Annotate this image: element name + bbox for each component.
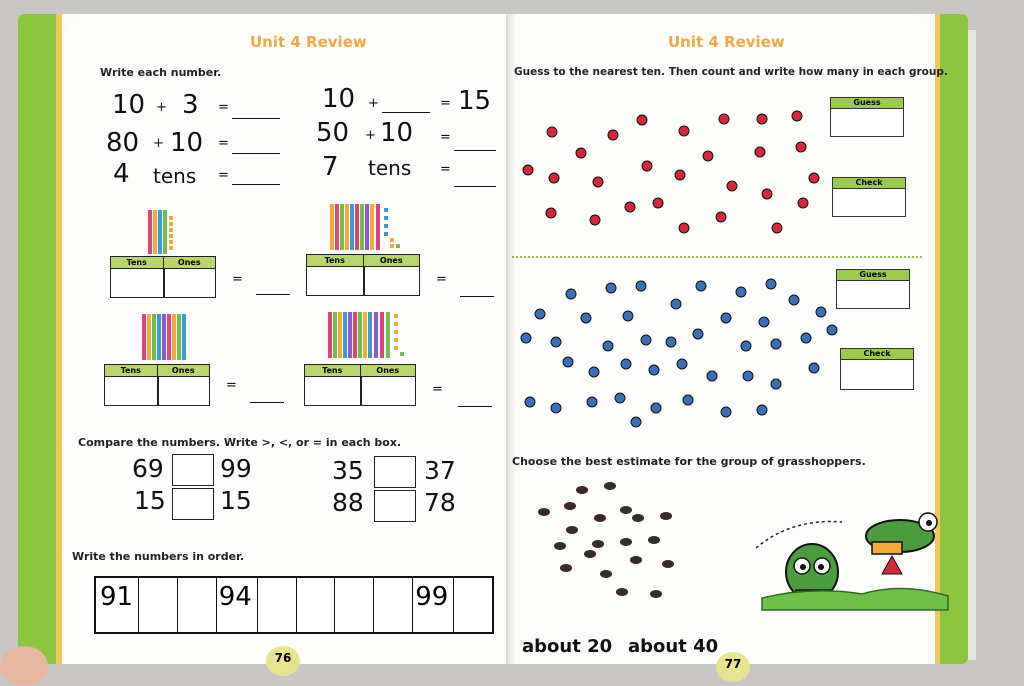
plus-sign: + [156, 100, 167, 115]
check-label: Check [833, 178, 905, 189]
equals-sign: = [440, 130, 451, 145]
check-label: Check [841, 349, 913, 360]
answer-blank[interactable] [256, 294, 290, 295]
tens-header: Tens [105, 365, 158, 376]
order-cell[interactable] [335, 578, 374, 632]
equals-sign: = [440, 162, 451, 177]
tens-header: Tens [111, 257, 164, 268]
answer-blank[interactable] [454, 150, 496, 151]
order-number-strip [94, 576, 494, 634]
tens-header: Tens [307, 255, 364, 266]
guess-label: Guess [837, 270, 909, 281]
expr-b: 10 [380, 118, 414, 148]
order-cell[interactable]: 99 [413, 578, 454, 632]
order-cell[interactable] [178, 578, 217, 632]
equals-sign: = [218, 136, 229, 151]
left-page-green-border [18, 14, 58, 664]
ladybug-group [512, 100, 828, 245]
compare-box[interactable] [374, 456, 416, 488]
section-divider [512, 256, 922, 258]
compare-right-number: 37 [424, 456, 456, 485]
compare-box[interactable] [374, 490, 416, 522]
expr-b: 10 [170, 128, 204, 158]
equals-sign: = [432, 382, 443, 397]
answer-blank[interactable] [232, 118, 280, 119]
guess-label: Guess [831, 98, 903, 109]
right-header-title: Unit 4 Review [668, 33, 785, 51]
compare-right-number: 15 [220, 486, 252, 515]
equals-sign: = [232, 272, 243, 287]
write-each-number-instruction: Write each number. [100, 66, 222, 79]
compare-right-number: 99 [220, 454, 252, 483]
left-page [18, 14, 506, 664]
grasshopper-instruction: Choose the best estimate for the group of grasshoppers. [512, 455, 866, 468]
compare-left-number: 88 [332, 488, 364, 517]
order-cell[interactable] [297, 578, 336, 632]
grasshopper-group [530, 478, 680, 604]
plus-sign: + [368, 96, 379, 111]
place-value-table-2[interactable] [306, 254, 420, 296]
left-page-number: 76 [266, 646, 300, 676]
equals-sign: = [440, 96, 451, 111]
order-cell[interactable] [454, 578, 492, 632]
base-ten-blocks-4 [326, 308, 414, 362]
check-box[interactable] [832, 177, 906, 217]
check-box[interactable] [840, 348, 914, 390]
order-cell[interactable] [139, 578, 178, 632]
tens-word: tens [368, 156, 412, 180]
guess-box[interactable] [830, 97, 904, 137]
place-value-table-3[interactable] [104, 364, 210, 406]
compare-instruction: Compare the numbers. Write >, <, or = in each box. [78, 436, 402, 449]
right-page-number: 77 [716, 652, 750, 682]
base-ten-blocks-2 [328, 202, 414, 252]
estimate-option-about-20[interactable]: about 20 [522, 636, 613, 657]
equals-sign: = [218, 168, 229, 183]
result-value: 15 [458, 86, 492, 116]
order-cell[interactable] [374, 578, 413, 632]
expr-a: 7 [322, 152, 339, 182]
tens-word: tens [153, 164, 197, 188]
estimate-option-about-40[interactable]: about 40 [628, 636, 719, 657]
left-header-title: Unit 4 Review [250, 33, 367, 51]
tens-header: Tens [305, 365, 361, 376]
ones-header: Ones [177, 258, 201, 267]
answer-blank[interactable] [382, 112, 430, 113]
order-cell[interactable]: 91 [96, 578, 139, 632]
place-value-table-1[interactable] [110, 256, 216, 298]
ones-header: Ones [376, 366, 400, 375]
thumb [0, 646, 48, 686]
equals-sign: = [226, 378, 237, 393]
compare-left-number: 69 [132, 454, 164, 483]
compare-right-number: 78 [424, 488, 456, 517]
compare-box[interactable] [172, 454, 214, 486]
answer-blank[interactable] [458, 406, 492, 407]
answer-blank[interactable] [232, 184, 280, 185]
answer-blank[interactable] [460, 296, 494, 297]
equals-sign: = [218, 100, 229, 115]
plus-sign: + [365, 128, 376, 143]
compare-left-number: 35 [332, 456, 364, 485]
expr-a: 10 [112, 90, 146, 120]
expr-a: 4 [113, 159, 130, 189]
base-ten-blocks-1 [146, 206, 186, 256]
plus-sign: + [153, 136, 164, 151]
guess-box[interactable] [836, 269, 910, 309]
base-ten-blocks-3 [140, 312, 190, 362]
expr-a: 50 [316, 118, 350, 148]
expr-a: 10 [322, 84, 356, 114]
guess-instruction: Guess to the nearest ten. Then count and write how many in each group. [514, 66, 948, 78]
order-instruction: Write the numbers in order. [72, 550, 245, 563]
right-page-edge [968, 30, 976, 660]
expr-a: 80 [106, 128, 140, 158]
fly-group [516, 272, 840, 432]
place-value-table-4[interactable] [304, 364, 416, 406]
compare-box[interactable] [172, 488, 214, 520]
ones-header: Ones [171, 366, 195, 375]
compare-left-number: 15 [134, 486, 166, 515]
equals-sign: = [436, 272, 447, 287]
cartoon-grasshoppers-illustration [752, 498, 952, 616]
order-cell[interactable]: 94 [217, 578, 258, 632]
order-cell[interactable] [258, 578, 297, 632]
answer-blank[interactable] [250, 402, 284, 403]
ones-header: Ones [379, 256, 403, 265]
expr-b: 3 [182, 90, 199, 120]
answer-blank[interactable] [454, 186, 496, 187]
answer-blank[interactable] [232, 153, 280, 154]
